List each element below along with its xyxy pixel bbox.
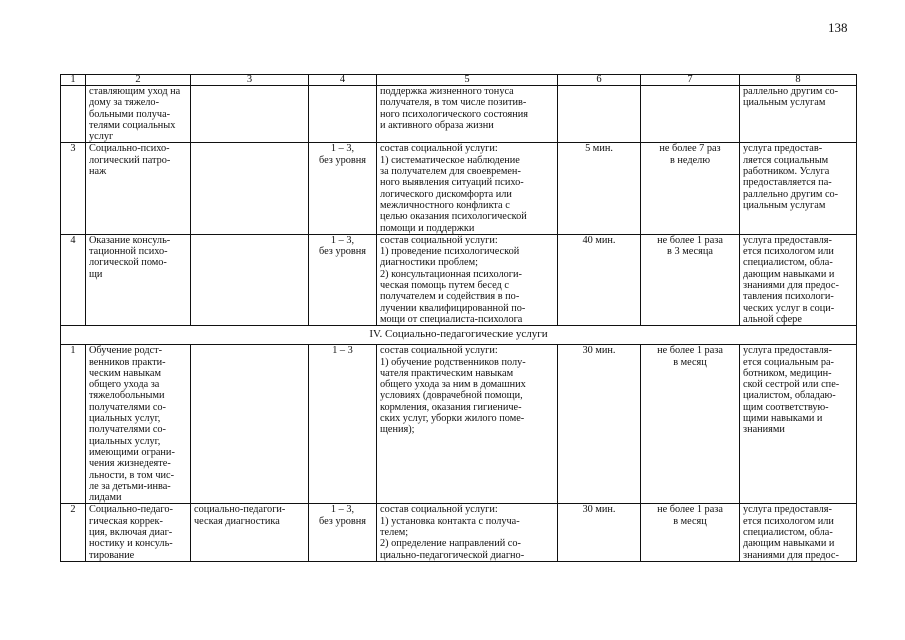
cell-line: тирование	[89, 549, 135, 561]
cell-line: ских услуг, уборки жилого поме-	[380, 413, 525, 425]
cell-line: телями социальных	[89, 119, 176, 131]
cell-line: альной сфере	[743, 313, 802, 325]
cell-subservice	[191, 86, 309, 143]
col-header: 1	[61, 75, 86, 86]
cell-line: получателями со-	[89, 401, 166, 413]
cell-line: ного выявления ситуаций психо-	[380, 177, 524, 189]
cell-line: тавления психологи-	[743, 291, 834, 303]
cell-line: циальным услугам	[743, 199, 826, 211]
cell-line: циалистом, обладаю-	[743, 390, 836, 402]
cell-line: щим соответствую-	[743, 401, 829, 413]
cell-line: имеющими ограни-	[89, 446, 175, 458]
cell-line: ется социальным ра-	[743, 356, 834, 368]
col-header: 7	[641, 75, 740, 86]
cell-line: ческим навыкам	[89, 367, 161, 379]
cell-subservice	[191, 504, 309, 561]
cell-line: щими навыками и	[743, 413, 823, 425]
cell-line: в месяц	[673, 356, 707, 368]
cell-line: тяжелобольными	[89, 390, 165, 402]
cell-line: 1 – 3	[332, 345, 353, 357]
cell-line: условиях (доврачебной помощи,	[380, 390, 523, 402]
cell-line: 1) систематическое наблюдение	[380, 154, 520, 166]
cell-line: поддержка жизненного тонуса	[380, 86, 514, 97]
cell-frequency	[641, 86, 740, 143]
cell-line: 1) установка контакта с получа-	[380, 515, 520, 527]
cell-line: лучении квалифицированной по-	[380, 302, 526, 314]
cell-line: получателя, в том числе позитив-	[380, 97, 527, 109]
cell-line: не более 1 раза	[657, 504, 723, 516]
cell-content	[377, 234, 558, 325]
cell-line: Социально-педаго-	[89, 504, 173, 516]
cell-line: знаниями	[743, 424, 785, 436]
table-row	[61, 345, 857, 504]
cell-line: без уровня	[319, 246, 366, 258]
cell-conditions	[740, 504, 857, 561]
cell-line: гическая коррек-	[89, 515, 163, 527]
cell-line: логической помо-	[89, 257, 167, 269]
cell-time	[558, 345, 641, 504]
cell-line: циально-педагогической диагно-	[380, 549, 525, 561]
cell-line: услуга предоставля-	[743, 504, 832, 516]
cell-line: Социально-психо-	[89, 143, 170, 155]
cell-line: общего ухода за ним в домашних	[380, 379, 526, 391]
cell-line: ется психологом или	[743, 246, 834, 258]
cell-line: логического дискомфорта или	[380, 188, 512, 200]
header-row	[61, 75, 857, 86]
cell-line: межличностного конфликта с	[380, 199, 510, 211]
cell-line: получателями со-	[89, 424, 166, 436]
cell-term	[309, 86, 377, 143]
col-header: 5	[377, 75, 558, 86]
cell-line: общего ухода за	[89, 379, 160, 391]
services-table	[60, 74, 857, 562]
cell-line: ческая диагностика	[194, 515, 280, 527]
cell-number: 2	[61, 504, 86, 561]
cell-term	[309, 143, 377, 234]
cell-frequency	[641, 345, 740, 504]
cell-number: 1	[61, 345, 86, 504]
cell-line: состав социальной услуги:	[380, 234, 498, 246]
cell-line: состав социальной услуги:	[380, 143, 498, 155]
cell-line: без уровня	[319, 154, 366, 166]
cell-line: специалистом, обла-	[743, 526, 833, 538]
cell-line: чения жизнедеяте-	[89, 458, 171, 470]
col-header: 3	[191, 75, 309, 86]
cell-content	[377, 504, 558, 561]
cell-line: в месяц	[673, 515, 707, 527]
cell-line: не более 1 раза	[657, 234, 723, 246]
cell-line: ставляющим уход на	[89, 86, 181, 97]
cell-line: 2) консультационная психологи-	[380, 268, 522, 280]
cell-service-name	[86, 504, 191, 561]
cell-line: ческих услуг в соци-	[743, 302, 835, 314]
cell-line: ция, включая диаг-	[89, 526, 173, 538]
cell-line: циальных услуг,	[89, 435, 161, 447]
cell-line: циальным услугам	[743, 97, 826, 109]
cell-line: ческая помощь путем бесед с	[380, 280, 509, 292]
cell-line: получателем и содействия в по-	[380, 291, 520, 303]
cell-line: ностику и консуль-	[89, 538, 173, 550]
cell-line: наж	[89, 166, 107, 178]
cell-line: 1) проведение психологической	[380, 246, 520, 258]
cell-line: лидами	[89, 492, 122, 504]
cell-line: ботником, медицин-	[743, 367, 832, 379]
cell-line: ской сестрой или спе-	[743, 379, 840, 391]
cell-line: Оказание консуль-	[89, 234, 171, 246]
cell-line: состав социальной услуги:	[380, 504, 498, 516]
cell-line: ляется социальным	[743, 154, 829, 166]
cell-line: и активного образа жизни	[380, 119, 494, 131]
cell-line: 40 мин.	[582, 234, 616, 246]
cell-line: работником. Услуга	[743, 166, 830, 178]
cell-term	[309, 345, 377, 504]
cell-line: щи	[89, 268, 103, 280]
cell-line: 1 – 3,	[330, 234, 355, 246]
cell-line: не более 1 раза	[657, 345, 723, 357]
col-header: 4	[309, 75, 377, 86]
table-row	[61, 143, 857, 234]
cell-line: дающим навыками и	[743, 268, 835, 280]
cell-line: дающим навыками и	[743, 538, 835, 550]
cell-line: специалистом, обла-	[743, 257, 833, 269]
cell-line: предоставляется па-	[743, 177, 832, 189]
cell-line: ется психологом или	[743, 515, 834, 527]
cell-line: услуга предостав-	[743, 143, 823, 155]
table-row	[61, 234, 857, 325]
cell-line: циальных услуг,	[89, 413, 161, 425]
cell-line: телем;	[380, 526, 409, 538]
cell-conditions	[740, 345, 857, 504]
cell-subservice	[191, 143, 309, 234]
cell-line: в 3 месяца	[667, 246, 713, 258]
cell-line: ле за детьми-инва-	[89, 480, 171, 492]
cell-line: услуга предоставля-	[743, 345, 832, 357]
cell-service-name	[86, 234, 191, 325]
cell-line: раллельно другим со-	[743, 86, 839, 97]
cell-line: ного психологического состояния	[380, 108, 528, 120]
cell-line: 30 мин.	[582, 504, 616, 516]
cell-line: 5 мин.	[585, 143, 613, 155]
cell-line: 2) определение направлений со-	[380, 538, 521, 550]
cell-term	[309, 504, 377, 561]
cell-line: дому за тяжело-	[89, 97, 160, 109]
cell-line: кормления, оказания гигиениче-	[380, 401, 522, 413]
cell-content	[377, 143, 558, 234]
section-title: IV. Социально-педагогические услуги	[61, 326, 857, 345]
cell-line: Обучение родст-	[89, 345, 163, 357]
cell-line: за получателем для своевремен-	[380, 166, 521, 178]
cell-line: социально-педагоги-	[194, 504, 286, 516]
cell-line: 1 – 3,	[330, 143, 355, 155]
cell-line: чателя практическим навыкам	[380, 367, 514, 379]
cell-frequency	[641, 504, 740, 561]
cell-number	[61, 86, 86, 143]
cell-content	[377, 86, 558, 143]
cell-number: 3	[61, 143, 86, 234]
cell-content	[377, 345, 558, 504]
table-row	[61, 86, 857, 143]
page-number: 138	[828, 20, 848, 35]
cell-line: без уровня	[319, 515, 366, 527]
cell-line: тационной психо-	[89, 246, 168, 258]
cell-term	[309, 234, 377, 325]
table-row	[61, 504, 857, 561]
cell-line: мощи от специалиста-психолога	[380, 313, 523, 325]
cell-time	[558, 86, 641, 143]
cell-line: знаниями для предос-	[743, 280, 839, 292]
cell-time	[558, 504, 641, 561]
cell-line: логический патро-	[89, 154, 171, 166]
cell-line: услуга предоставля-	[743, 234, 832, 246]
cell-line: не более 7 раз	[659, 143, 721, 155]
cell-conditions	[740, 143, 857, 234]
cell-line: услуг	[89, 131, 114, 143]
cell-frequency	[641, 143, 740, 234]
cell-line: диагностики проблем;	[380, 257, 479, 269]
cell-number: 4	[61, 234, 86, 325]
col-header: 8	[740, 75, 857, 86]
cell-line: щения);	[380, 424, 415, 436]
cell-time	[558, 234, 641, 325]
cell-conditions	[740, 234, 857, 325]
cell-line: знаниями для предос-	[743, 549, 839, 561]
cell-line: 1 – 3,	[330, 504, 355, 516]
cell-line: помощи и поддержки	[380, 222, 475, 234]
cell-line: 1) обучение родственников полу-	[380, 356, 526, 368]
cell-line: льности, в том чис-	[89, 469, 175, 481]
cell-line: 30 мин.	[582, 345, 616, 357]
cell-subservice	[191, 234, 309, 325]
cell-line: венников практи-	[89, 356, 166, 368]
cell-line: состав социальной услуги:	[380, 345, 498, 357]
section-row	[61, 326, 857, 345]
col-header: 6	[558, 75, 641, 86]
col-header: 2	[86, 75, 191, 86]
cell-time	[558, 143, 641, 234]
cell-service-name	[86, 143, 191, 234]
cell-service-name	[86, 345, 191, 504]
cell-conditions	[740, 86, 857, 143]
cell-service-name	[86, 86, 191, 143]
cell-line: больными получа-	[89, 108, 171, 120]
cell-frequency	[641, 234, 740, 325]
cell-line: целью оказания психологической	[380, 211, 527, 223]
cell-subservice	[191, 345, 309, 504]
cell-line: раллельно другим со-	[743, 188, 839, 200]
cell-line: в неделю	[669, 154, 711, 166]
